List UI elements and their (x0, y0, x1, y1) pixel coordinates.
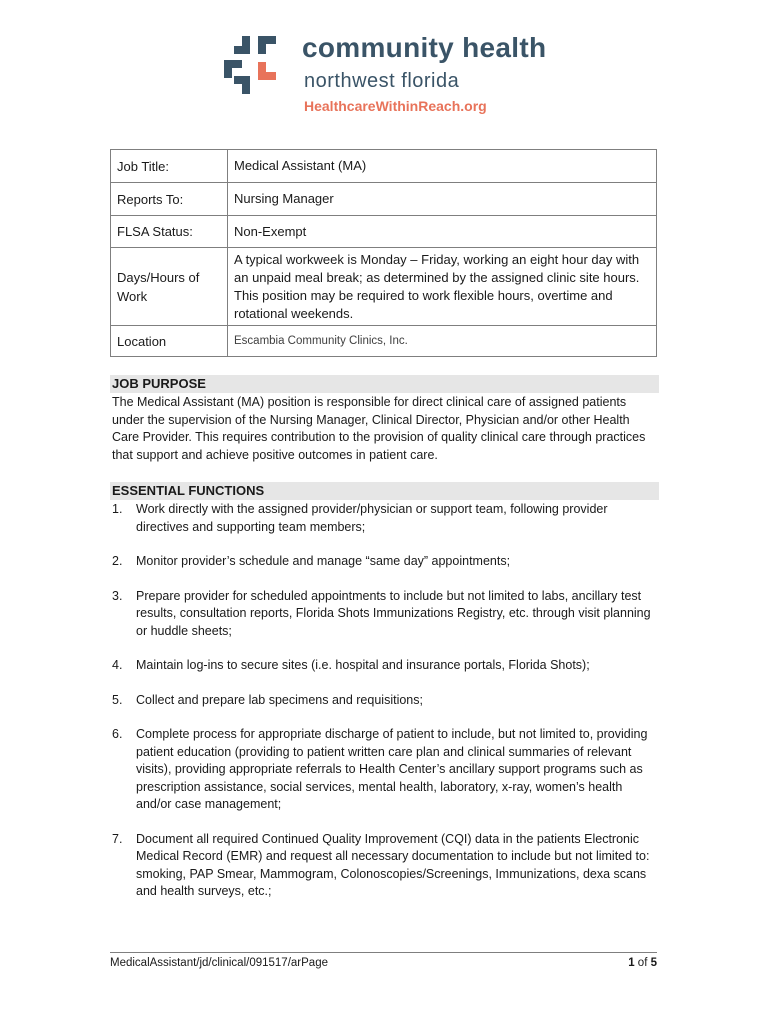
page-total: 5 (650, 957, 657, 969)
reports-to-value: Nursing Manager (228, 183, 657, 216)
job-title-value: Medical Assistant (MA) (228, 150, 657, 183)
item-number: 4. (112, 658, 123, 672)
item-number: 1. (112, 502, 123, 516)
brand-name: community health (302, 32, 547, 63)
job-title-label: Job Title: (111, 150, 228, 183)
table-row (111, 183, 657, 216)
logo-mark-icon (220, 32, 280, 98)
page-of: of (637, 957, 648, 969)
table-row (111, 216, 657, 248)
item-number: 5. (112, 692, 123, 707)
page-current: 1 (628, 957, 635, 969)
job-purpose-heading: JOB PURPOSE (110, 375, 659, 393)
list-item (112, 657, 660, 675)
list-item (112, 553, 660, 571)
job-purpose-text: The Medical Assistant (MA) position is responsible for direct clinical care of assigned patients under the supervision of the Nursing Manager, Clinical Director, Physician and/or other Health Care Provider. This requires contribution to the provision of quality clinical care through practices that support and achieve positive outcomes in patient care. (112, 395, 646, 462)
item-text: Complete process for appropriate discharge of patient to include, but not limited to, providing patient education (providing to patient written care plan and clinical summaries of relevant visits), providing appropriate referrals to Health Center’s ancillary support programs such as prescription assistance, social services, mental health, laboratory, x-ray, women’s health and/or case management; (136, 727, 648, 811)
list-item (112, 726, 660, 814)
essential-functions-list (112, 501, 660, 918)
item-text: Maintain log-ins to secure sites (i.e. hospital and insurance portals, Florida Shots); (136, 658, 590, 672)
flsa-status-value: Non-Exempt (228, 216, 657, 248)
item-number: 3. (112, 588, 123, 603)
page-number (628, 957, 657, 969)
brand-region: northwest florida (304, 70, 460, 92)
days-hours-label: Days/Hours of Work (111, 248, 228, 326)
item-text: Document all required Continued Quality Improvement (CQI) data in the patients Electronic Medical Record (EMR) and request all necessary documentation to include but not limited to: smoking, PAP Smear, Mammogram, Colonoscopies/Screenings, Immunizations, dexa scans and health surveys, etc.; (136, 831, 650, 898)
document-reference: MedicalAssistant/jd/clinical/091517/arPage (110, 957, 328, 969)
list-item (112, 831, 660, 901)
list-item (112, 588, 660, 641)
table-row (111, 326, 657, 357)
list-item (112, 692, 660, 710)
item-text: Collect and prepare lab specimens and requisitions; (136, 692, 423, 707)
item-number: 2. (112, 554, 123, 568)
item-number: 7. (112, 831, 123, 846)
flsa-status-label: FLSA Status: (111, 216, 228, 248)
days-hours-value: A typical workweek is Monday – Friday, working an eight hour day with an unpaid meal break; as determined by the assigned clinic site hours. This position may be required to work flexible hours, overtime and rotational weekends. (228, 248, 657, 326)
essential-functions-heading: ESSENTIAL FUNCTIONS (110, 482, 659, 500)
organization-logo (220, 30, 560, 120)
item-number: 6. (112, 727, 123, 741)
table-row (111, 248, 657, 326)
brand-website: HealthcareWithinReach.org (304, 98, 487, 114)
location-label: Location (111, 326, 228, 357)
list-item (112, 501, 660, 536)
table-row (111, 150, 657, 183)
item-text: Work directly with the assigned provider/physician or support team, following provider directives and supporting team members; (136, 502, 608, 534)
reports-to-label: Reports To: (111, 183, 228, 216)
job-info-table (110, 149, 657, 357)
location-value: Escambia Community Clinics, Inc. (228, 326, 657, 357)
item-text: Prepare provider for scheduled appointments to include but not limited to labs, ancillary test results, consultation reports, Florida Shots Immunizations Registry, etc. through visit planning or huddle sheets; (136, 588, 651, 638)
page-footer (110, 952, 657, 969)
item-text: Monitor provider’s schedule and manage “same day” appointments; (136, 554, 511, 568)
